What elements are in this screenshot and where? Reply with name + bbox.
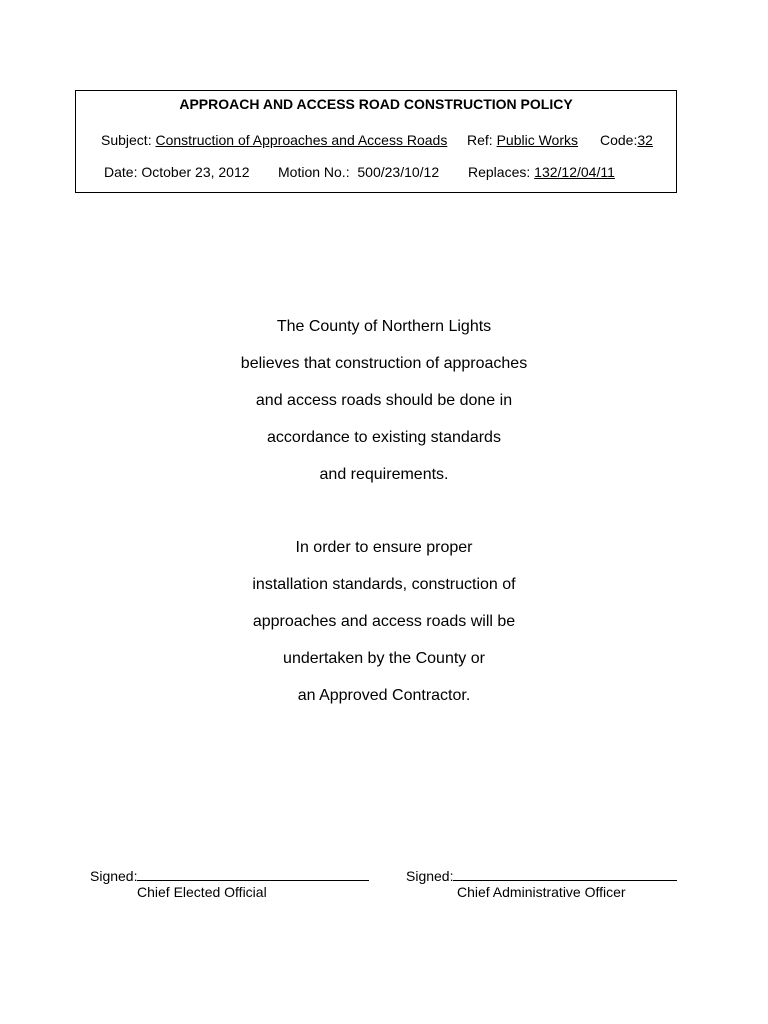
date-label: Date: (104, 164, 142, 180)
policy-header-box (75, 90, 677, 193)
policy-title: APPROACH AND ACCESS ROAD CONSTRUCTION POLICY (179, 96, 573, 112)
subject-label: Subject: (101, 132, 156, 148)
signature-right-line (453, 868, 677, 881)
replaces-value: 132/12/04/11 (534, 164, 615, 180)
policy-procedure-line: installation standards, construction of (252, 576, 516, 593)
signature-left-label: Signed: (90, 868, 138, 884)
code-value: 32 (637, 132, 653, 148)
policy-procedure-line: approaches and access roads will be (252, 613, 516, 630)
ref-row (467, 132, 578, 148)
policy-procedure-line: undertaken by the County or (283, 650, 485, 667)
policy-procedure-paragraph (0, 529, 768, 714)
policy-statement-line: The County of Northern Lights (276, 318, 492, 335)
policy-statement-line: believes that construction of approaches (240, 355, 528, 372)
replaces-label: Replaces: (468, 164, 535, 180)
date-value: October 23, 2012 (141, 164, 250, 180)
policy-statement-line: and access roads should be done in (255, 392, 513, 409)
signature-left (90, 868, 369, 884)
subject-row (101, 132, 447, 148)
ref-label: Ref: (467, 132, 497, 148)
signature-right-role: Chief Administrative Officer (457, 884, 626, 900)
signature-right (406, 868, 677, 884)
policy-statement-paragraph (0, 308, 768, 493)
motion-value: 500/23/10/12 (357, 164, 440, 180)
date-row (104, 164, 250, 180)
motion-label: Motion No.: (278, 164, 350, 180)
replaces-row (468, 164, 615, 180)
policy-procedure-line: In order to ensure proper (295, 539, 473, 556)
signature-right-label: Signed: (406, 868, 454, 884)
code-row (600, 132, 653, 148)
code-label: Code: (600, 132, 638, 148)
motion-row (278, 164, 439, 180)
subject-value: Construction of Approaches and Access Roads (155, 132, 448, 148)
policy-statement-line: accordance to existing standards (267, 429, 501, 446)
ref-value: Public Works (496, 132, 579, 148)
signature-left-role: Chief Elected Official (137, 884, 267, 900)
policy-statement-line: and requirements. (319, 466, 449, 483)
policy-procedure-line: an Approved Contractor. (297, 687, 471, 704)
signature-left-line (137, 868, 369, 881)
